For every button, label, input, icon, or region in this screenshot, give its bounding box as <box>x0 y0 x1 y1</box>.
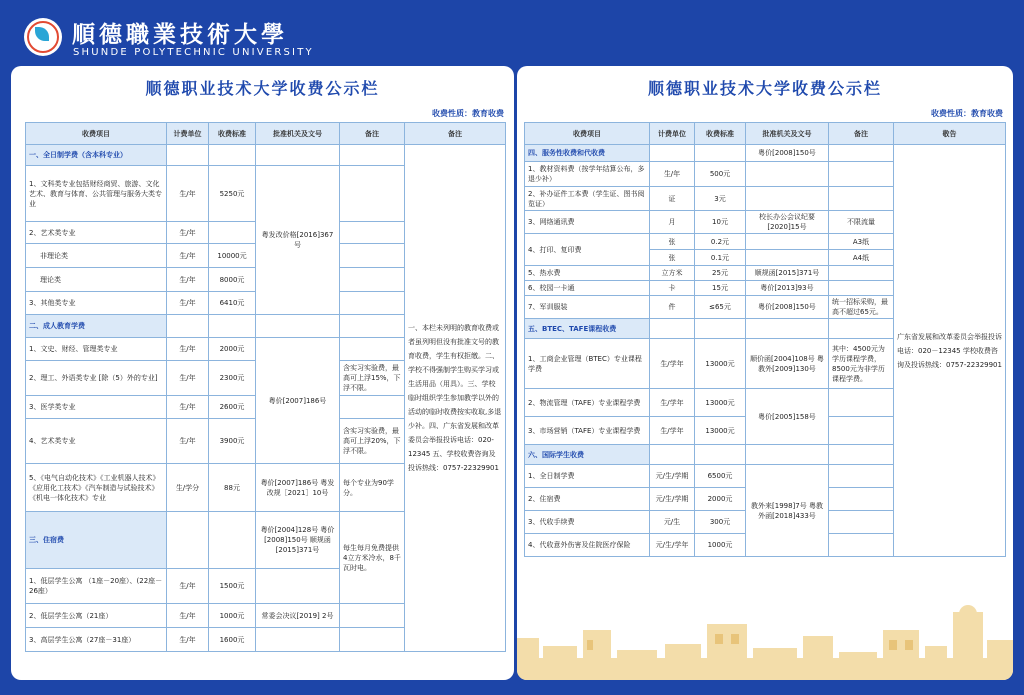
col-header-standard: 收费标准 <box>209 123 256 145</box>
panel-title: 顺德职业技术大学收费公示栏 <box>145 79 380 98</box>
page-header <box>0 0 1024 66</box>
section-heading: 一、全日制学费（含本科专业） <box>26 145 167 166</box>
col-header-standard: 收费标准 <box>695 123 746 145</box>
authority-cell: 粤价[2004]128号 粤价[2008]150号 顺规函[2015]371号 <box>256 512 340 569</box>
table-row: 3、高层学生公寓（27座－31座） 生/年 1600元 <box>26 628 506 652</box>
col-header-notice: 备注 <box>405 123 506 145</box>
university-logo-icon <box>24 18 62 56</box>
table-row: 3、其他类专业 生/年 6410元 <box>26 292 506 315</box>
col-header-remark: 备注 <box>340 123 405 145</box>
table-row: 2、艺术类专业 生/年 <box>26 222 506 244</box>
table-row: 6、校园一卡通 卡 15元 粤价[2013]93号 <box>525 281 1006 296</box>
table-header-row <box>26 123 506 145</box>
table-row: 3、代收手续费 元/生 300元 <box>525 511 1006 534</box>
table-row: 4、代收意外伤害及住院医疗保险 元/生/学年 1000元 <box>525 534 1006 557</box>
section-heading: 四、服务性收费和代收费 <box>525 145 650 162</box>
school-name-cn: 順德職業技術大學 <box>72 21 288 48</box>
table-row: 2、低层学生公寓（21座） 生/年 1000元 常委会决议[2019] 2号 <box>26 604 506 628</box>
table-row: 1、文科类专业包括财经商贸、旅游、文化艺术、教育与体育、公共管理与服务大类专业 生/年 5250元 粤发改价格[2016]367号 <box>26 166 506 222</box>
remark-cell: 含实习实验费，最高可上浮15%，下浮不限。 <box>340 361 405 396</box>
table-row: 4、艺术类专业 生/年 3900元 含实习实验费，最高可上浮20%，下浮不限。 <box>26 419 506 464</box>
col-header-authority: 批准机关及文号 <box>746 123 829 145</box>
col-header-item: 收费项目 <box>26 123 167 145</box>
table-row: 5、《电气自动化技术》《工业机器人技术》《应用化工技术》《汽车制造与试验技术》《机电一体化技术》专业 生/学分 88元 粤价[2007]186号 粤发改规［2021］10号 每个专业为90学分。 <box>26 464 506 512</box>
col-header-notice: 敬告 <box>894 123 1006 145</box>
table-row: 5、热水费 立方米 25元 顺规函[2015]371号 <box>525 266 1006 281</box>
table-row: 2、住宿费 元/生/学期 2000元 <box>525 488 1006 511</box>
table-header-row <box>525 123 1006 145</box>
col-header-remark: 备注 <box>829 123 894 145</box>
authority-cell: 粤发改价格[2016]367号 <box>256 166 340 315</box>
table-row: 2、物流管理（TAFE）专业课程学费 生/学年 13000元 粤价[2005]158号 <box>525 389 1006 417</box>
col-header-item: 收费项目 <box>525 123 650 145</box>
table-row: 1、工商企业管理（BTEC）专业课程学费 生/学年 13000元 顺价函[2004]108号 粤教外[2009]130号 其中：4500元为学历课程学费，8500元为非学历课程学费。 <box>525 339 1006 389</box>
table-row: 1、文史、财经、管理类专业 生/年 2000元 粤价[2007]186号 <box>26 338 506 361</box>
table-row: 张 0.1元 A4纸 <box>525 250 1006 266</box>
authority-cell: 粤价[2005]158号 <box>746 389 829 445</box>
col-header-authority: 批准机关及文号 <box>256 123 340 145</box>
table-row: 2、理工、外语类专业 [除（5）外的专业] 生/年 2300元 含实习实验费，最高可上浮15%，下浮不限。 <box>26 361 506 396</box>
col-header-unit: 计费单位 <box>167 123 209 145</box>
left-fee-panel <box>11 66 514 680</box>
authority-cell: 教外来[1998]7号 粤教外函[2018]433号 <box>746 465 829 557</box>
table-row: 4、打印、复印费 张 0.2元 A3纸 <box>525 234 1006 250</box>
table-row: 1、教材资料费（按学年结算公布，多退少补） 生/年 500元 <box>525 162 1006 187</box>
table-row: 2、补办证件工本费（学生证、图书阅览证） 证 3元 <box>525 187 1006 211</box>
school-name-en: SHUNDE POLYTECHNIC UNIVERSITY <box>73 47 314 58</box>
right-fee-panel <box>517 66 1013 680</box>
remark-cell: 每生每月免费提供4立方米冷水，8千瓦时电。 <box>340 512 405 604</box>
authority-cell: 粤价[2007]186号 <box>256 338 340 464</box>
fee-table-left <box>25 122 506 652</box>
fee-table-right <box>524 122 1006 557</box>
section-heading: 六、国际学生收费 <box>525 445 650 465</box>
fee-nature: 收费性质：教育收费 <box>931 109 1003 118</box>
campus-skyline-decoration <box>517 600 1013 680</box>
remark-cell: 含实习实验费，最高可上浮20%，下浮不限。 <box>340 419 405 464</box>
table-row: 非理论类 生/年 10000元 <box>26 244 506 268</box>
table-row: 1、全日制学费 元/生/学期 6500元 教外来[1998]7号 粤教外函[2018]433号 <box>525 465 1006 488</box>
fee-nature: 收费性质：教育收费 <box>432 109 504 118</box>
panel-title: 顺德职业技术大学收费公示栏 <box>647 79 882 98</box>
table-row: 3、网络通讯费 月 10元 校长办公会议纪要[2020]15号 不限流量 <box>525 211 1006 234</box>
authority-cell: 粤价[2008]150号 <box>746 145 829 162</box>
section-heading: 五、BTEC、TAFE课程收费 <box>525 319 650 339</box>
col-header-unit: 计费单位 <box>650 123 695 145</box>
notice-text: 广东省发展和改革委员会举报投诉电话：020－12345 学校收费咨询及投诉热线：0757-22329901 <box>894 145 1006 557</box>
table-row: 3、医学类专业 生/年 2600元 <box>26 396 506 419</box>
table-row: 3、市场营销（TAFE）专业课程学费 生/学年 13000元 <box>525 417 1006 445</box>
table-row: 1、低层学生公寓 （1座－20座）、(22座－26座） 生/年 1500元 <box>26 569 506 604</box>
table-row: 理论类 生/年 8000元 <box>26 268 506 292</box>
section-heading: 三、住宿费 <box>26 512 167 569</box>
section-heading: 二、成人教育学费 <box>26 315 167 338</box>
table-row: 7、军训服装 件 ≤65元 粤价[2008]150号 统一招标采购，最高不超过65元。 <box>525 296 1006 319</box>
notice-text: 一、本栏未列明的教育收费或者虽列明但没有批准文号的教育收费，学生有权拒缴。二、学校不得强制学生购买学习或生活用品（用具）。三、学校临时组织学生参加教学以外的活动的临时收费按实收取,多退少补。四、广东省发展和改革委员会举报投诉电话：020-12345 五、学校收费咨询及投诉热线：0757-22329901 <box>405 145 506 652</box>
